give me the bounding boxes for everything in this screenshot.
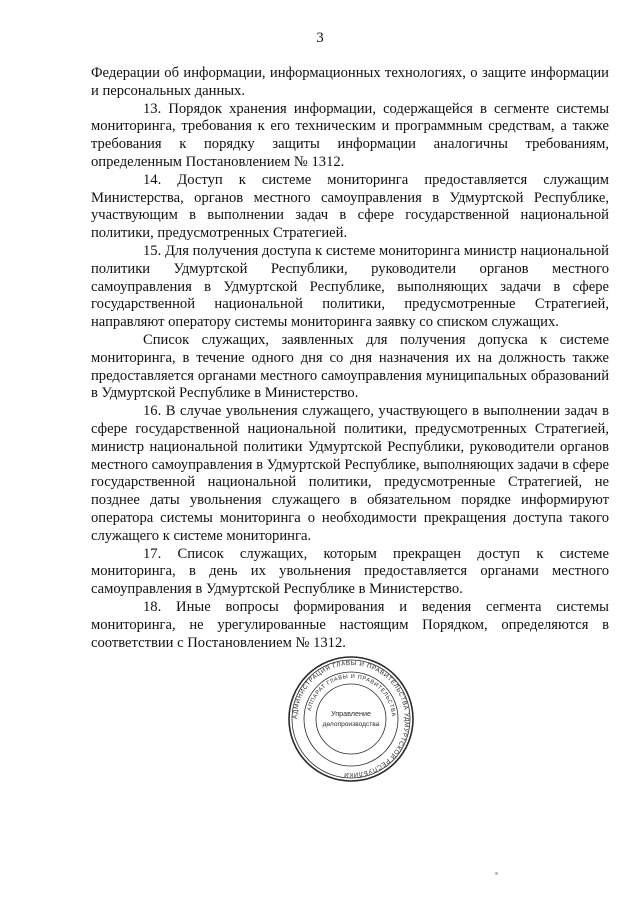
paragraph-continuation: Федерации об информации, информационных технологиях, о защите информации и персональных данных. [91,65,609,99]
page-number: 3 [316,30,324,46]
stamp-center-line-1: Управление [331,709,371,718]
paragraph-14: 14. Доступ к системе мониторинга предоставляется служащим Министерства, органов местного самоуправления в Удмуртской Республике, участвующим в выполнении задач в сфере государственной национальной политики, предусмотренных Стратегией. [91,171,609,242]
stamp-center-line-2: делопроизводства [322,721,380,728]
official-stamp [286,654,416,784]
paragraph-16: 16. В случае увольнения служащего, участвующего в выполнении задач в сфере государственной национальной политики, предусмотренных Стратегией, министр национальной политики Удмуртской Республики, руководители органов местного самоуправления в Удмуртской Республике, выполняющих задачи в сфере государственной национальной политики, предусмотренные Стратегией, не позднее даты увольнения служащего в обязательном порядке информируют оператора системы мониторинга о необходимости прекращения доступа такого служащего к системе мониторинга. [91,403,609,544]
scan-speck [495,872,498,875]
paragraph-17: 17. Список служащих, которым прекращен доступ к системе мониторинга, в день их увольнения предоставляется органами местного самоуправления в Удмуртской Республике в Министерство. [91,545,609,598]
paragraph-13: 13. Порядок хранения информации, содержащейся в сегменте системы мониторинга, требования к его техническим и программным средствам, а также требования к порядку защиты информации аналогичны требованиям, определенным Постановлением № 1312. [91,100,609,170]
paragraph-18: 18. Иные вопросы формирования и ведения сегмента системы мониторинга, не урегулированные настоящим Порядком, определяются в соответствии с Постановлением № 1312. [91,598,609,651]
paragraph-15: 15. Для получения доступа к системе мониторинга министр национальной политики Удмуртской Республики, руководители органов местного самоуправления в Удмуртской Республике, выполняющих задачи в сфере государственной национальной политики, предусмотренные Стратегией, направляют оператору системы мониторинга заявку со списком служащих. [91,242,609,331]
stamp-seal-icon [286,654,416,784]
document-body [91,65,609,652]
paragraph-15-list: Список служащих, заявленных для получения допуска к системе мониторинга, в течение одного дня со дня назначения их на должность также предоставляется органами местного самоуправления муниципальных образований в Удмуртской Республике в Министерство. [91,331,609,402]
stamp-inner-text: АППАРАТ ГЛАВЫ И ПРАВИТЕЛЬСТВА [306,673,396,718]
stamp-outer-text: АДМИНИСТРАЦИЯ ГЛАВЫ И ПРАВИТЕЛЬСТВА УДМУРТСКОЙ РЕСПУБЛИКИ [291,659,411,779]
